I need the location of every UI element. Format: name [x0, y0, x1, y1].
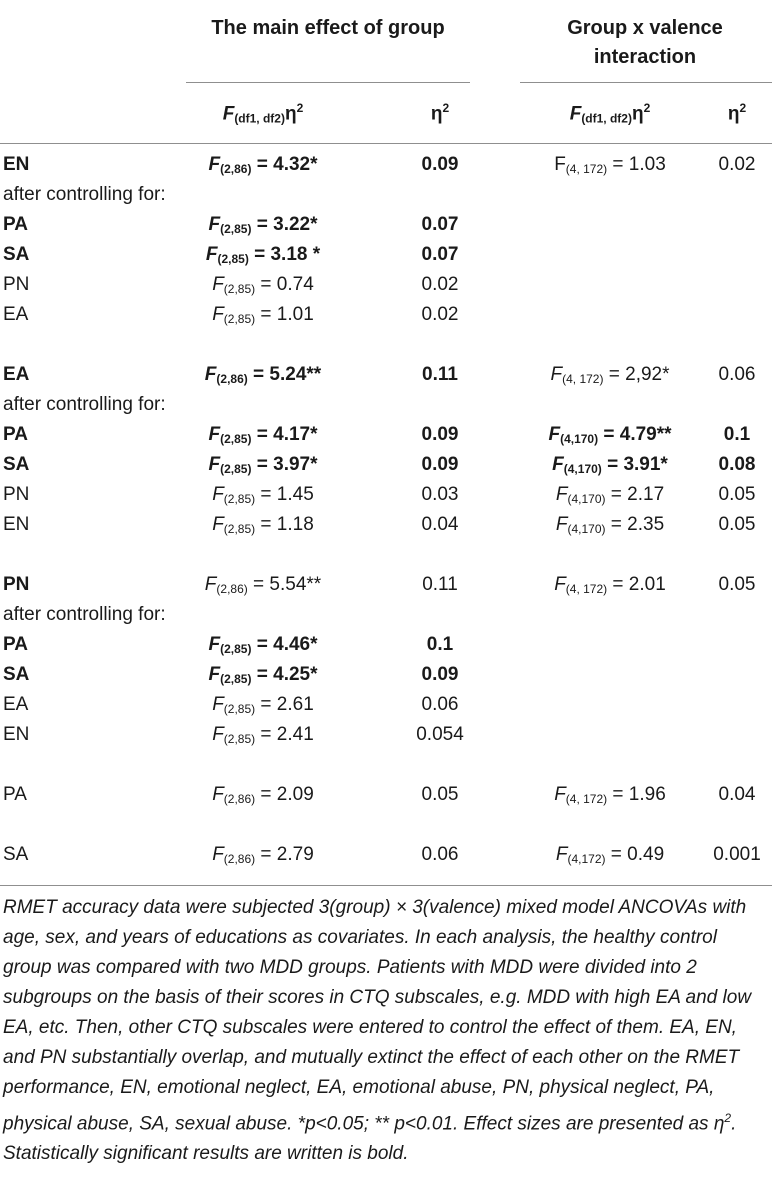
table-bottom-rule — [0, 885, 772, 886]
row-label: PN — [3, 574, 30, 595]
row-label: PN — [3, 274, 30, 295]
header-rule — [0, 143, 772, 144]
main-effect-f: $F_{(2,85)} = 3.97*$ — [208, 454, 318, 476]
main-effect-f: $F_{(2,86)} = 2.79$ — [212, 844, 314, 866]
col-f-interaction: $F_{(df1, df2)}\eta^2$ — [569, 101, 651, 126]
main-effect-f: $F_{(2,85)} = 3.18$ * — [205, 244, 321, 266]
main-effect-f: $F_{(2,86)} = 2.09$ — [212, 784, 314, 806]
group-divider-main — [186, 82, 470, 83]
main-effect-f: $F_{(2,85)} = 1.45$ — [212, 484, 314, 506]
table-row — [0, 780, 772, 810]
table-row — [0, 390, 772, 420]
row-label: SA — [3, 844, 29, 865]
row-label: EN — [3, 154, 30, 175]
main-effect-eta: 0.11 — [422, 364, 458, 385]
interaction-f: $F_{(4,170)} = 4.79**$ — [548, 424, 672, 446]
main-effect-eta: 0.04 — [421, 514, 459, 535]
row-label: EA — [3, 694, 29, 715]
interaction-eta: 0.1 — [723, 424, 751, 445]
main-effect-f: $F_{(2,85)} = 1.01$ — [212, 304, 314, 326]
row-label: PA — [3, 784, 27, 805]
row-label: EA — [3, 304, 29, 325]
interaction-eta: 0.02 — [718, 154, 756, 175]
table-row — [0, 210, 772, 240]
interaction-f: $F_{(4, 172)} = 1.03$ — [554, 154, 666, 176]
interaction-f: $F_{(4,170)} = 3.91*$ — [552, 454, 668, 476]
table-row — [0, 660, 772, 690]
interaction-eta: 0.06 — [718, 364, 756, 385]
table-row — [0, 840, 772, 870]
table-row — [0, 420, 772, 450]
main-effect-header: The main effect of group — [211, 17, 445, 39]
interaction-f: $F_{(4,170)} = 2.17$ — [555, 484, 665, 506]
table-row — [0, 570, 772, 600]
row-label: EN — [3, 724, 30, 745]
main-effect-f: $F_{(2,85)} = 3.22*$ — [208, 214, 318, 236]
main-effect-eta: 0.06 — [421, 694, 459, 715]
main-effect-f: $F_{(2,85)} = 4.25*$ — [208, 664, 318, 686]
main-effect-f: $F_{(2,86)} = 4.32*$ — [208, 154, 318, 176]
main-effect-eta: 0.1 — [426, 634, 454, 655]
col-f-main: $F_{(df1, df2)}\eta^2$ — [222, 101, 304, 126]
main-effect-f: $F_{(2,85)} = 0.74$ — [212, 274, 314, 296]
main-effect-eta: 0.09 — [421, 424, 459, 445]
table-row — [0, 630, 772, 660]
table-row — [0, 600, 772, 630]
table-row — [0, 240, 772, 270]
main-effect-f: $F_{(2,86)} = 5.24**$ — [204, 364, 322, 386]
row-label: EA — [3, 364, 30, 385]
row-label: SA — [3, 244, 30, 265]
main-effect-f: $F_{(2,85)} = 2.61$ — [212, 694, 314, 716]
main-effect-eta: 0.02 — [421, 274, 459, 295]
row-label: PA — [3, 634, 28, 655]
row-label: after controlling for: — [3, 604, 166, 625]
interaction-eta: 0.05 — [718, 514, 756, 535]
row-label: SA — [3, 454, 30, 475]
main-effect-eta: 0.054 — [416, 724, 464, 745]
interaction-f: $F_{(4,172)} = 0.49$ — [555, 844, 665, 866]
interaction-eta: 0.05 — [718, 574, 756, 595]
main-effect-eta: 0.03 — [421, 484, 459, 505]
table-footnote: RMET accuracy data were subjected 3(group) × 3(valence) mixed model ANCOVAs with age, sex, and years of educations as covariates. In each analysis, the healthy control group was compared with two MDD groups. Patients with MDD were divided into 2 subgroups on the basis of their scores in CTQ subscales, e.g. MDD with high EA and low EA, etc. Then, other CTQ subscales were entered to control the effect of them. EA, EN, and PN substantially overlap, and mutually extinct the effect of each other on the RMET performance, EN, emotional neglect, EA, emotional abuse, PN, physical neglect, PA, physical abuse, SA, sexual abuse. *p<0.05; ** p<0.01. Effect sizes are presented as $\eta^2$. Statistically significant results are written is bold. — [3, 897, 752, 1165]
main-effect-eta: 0.07 — [421, 244, 459, 265]
row-label: PA — [3, 424, 28, 445]
row-label: EN — [3, 514, 30, 535]
group-divider-interaction — [520, 82, 772, 83]
interaction-f: $F_{(4,170)} = 2.35$ — [555, 514, 665, 536]
table-row — [0, 720, 772, 750]
table-row — [0, 360, 772, 390]
main-effect-f: $F_{(2,86)} = 5.54**$ — [204, 574, 322, 596]
main-effect-eta: 0.05 — [421, 784, 459, 805]
table-row — [0, 690, 772, 720]
row-label: SA — [3, 664, 30, 685]
row-label: PN — [3, 484, 30, 505]
interaction-eta: 0.05 — [718, 484, 756, 505]
interaction-header-line2: interaction — [593, 46, 697, 68]
col-eta-interaction: $\eta^2$ — [727, 101, 747, 125]
main-effect-eta: 0.09 — [421, 454, 459, 475]
table-row — [0, 300, 772, 330]
interaction-f: $F_{(4, 172)} = 2,92*$ — [550, 364, 670, 386]
col-eta-main: $\eta^2$ — [430, 101, 450, 125]
table-row — [0, 150, 772, 180]
main-effect-f: $F_{(2,85)} = 2.41$ — [212, 724, 314, 746]
interaction-header — [520, 14, 770, 72]
row-label: after controlling for: — [3, 394, 166, 415]
interaction-eta: 0.001 — [713, 844, 761, 865]
main-effect-eta: 0.06 — [421, 844, 459, 865]
interaction-eta: 0.04 — [718, 784, 756, 805]
interaction-header-line1: Group x valence — [567, 17, 723, 39]
main-effect-f: $F_{(2,85)} = 4.17*$ — [208, 424, 318, 446]
table-row — [0, 270, 772, 300]
row-label: after controlling for: — [3, 184, 166, 205]
table-row — [0, 510, 772, 540]
main-effect-eta: 0.11 — [422, 574, 458, 595]
table-row — [0, 180, 772, 210]
main-effect-eta: 0.02 — [421, 304, 459, 325]
main-effect-eta: 0.09 — [421, 154, 459, 175]
interaction-eta: 0.08 — [718, 454, 756, 475]
main-effect-f: $F_{(2,85)} = 4.46*$ — [208, 634, 318, 656]
main-effect-eta: 0.07 — [421, 214, 459, 235]
interaction-f: $F_{(4, 172)} = 1.96$ — [554, 784, 666, 806]
main-effect-eta: 0.09 — [421, 664, 459, 685]
row-label: PA — [3, 214, 28, 235]
table-row — [0, 450, 772, 480]
interaction-f: $F_{(4, 172)} = 2.01$ — [554, 574, 666, 596]
table-row — [0, 480, 772, 510]
main-effect-f: $F_{(2,85)} = 1.18$ — [212, 514, 314, 536]
